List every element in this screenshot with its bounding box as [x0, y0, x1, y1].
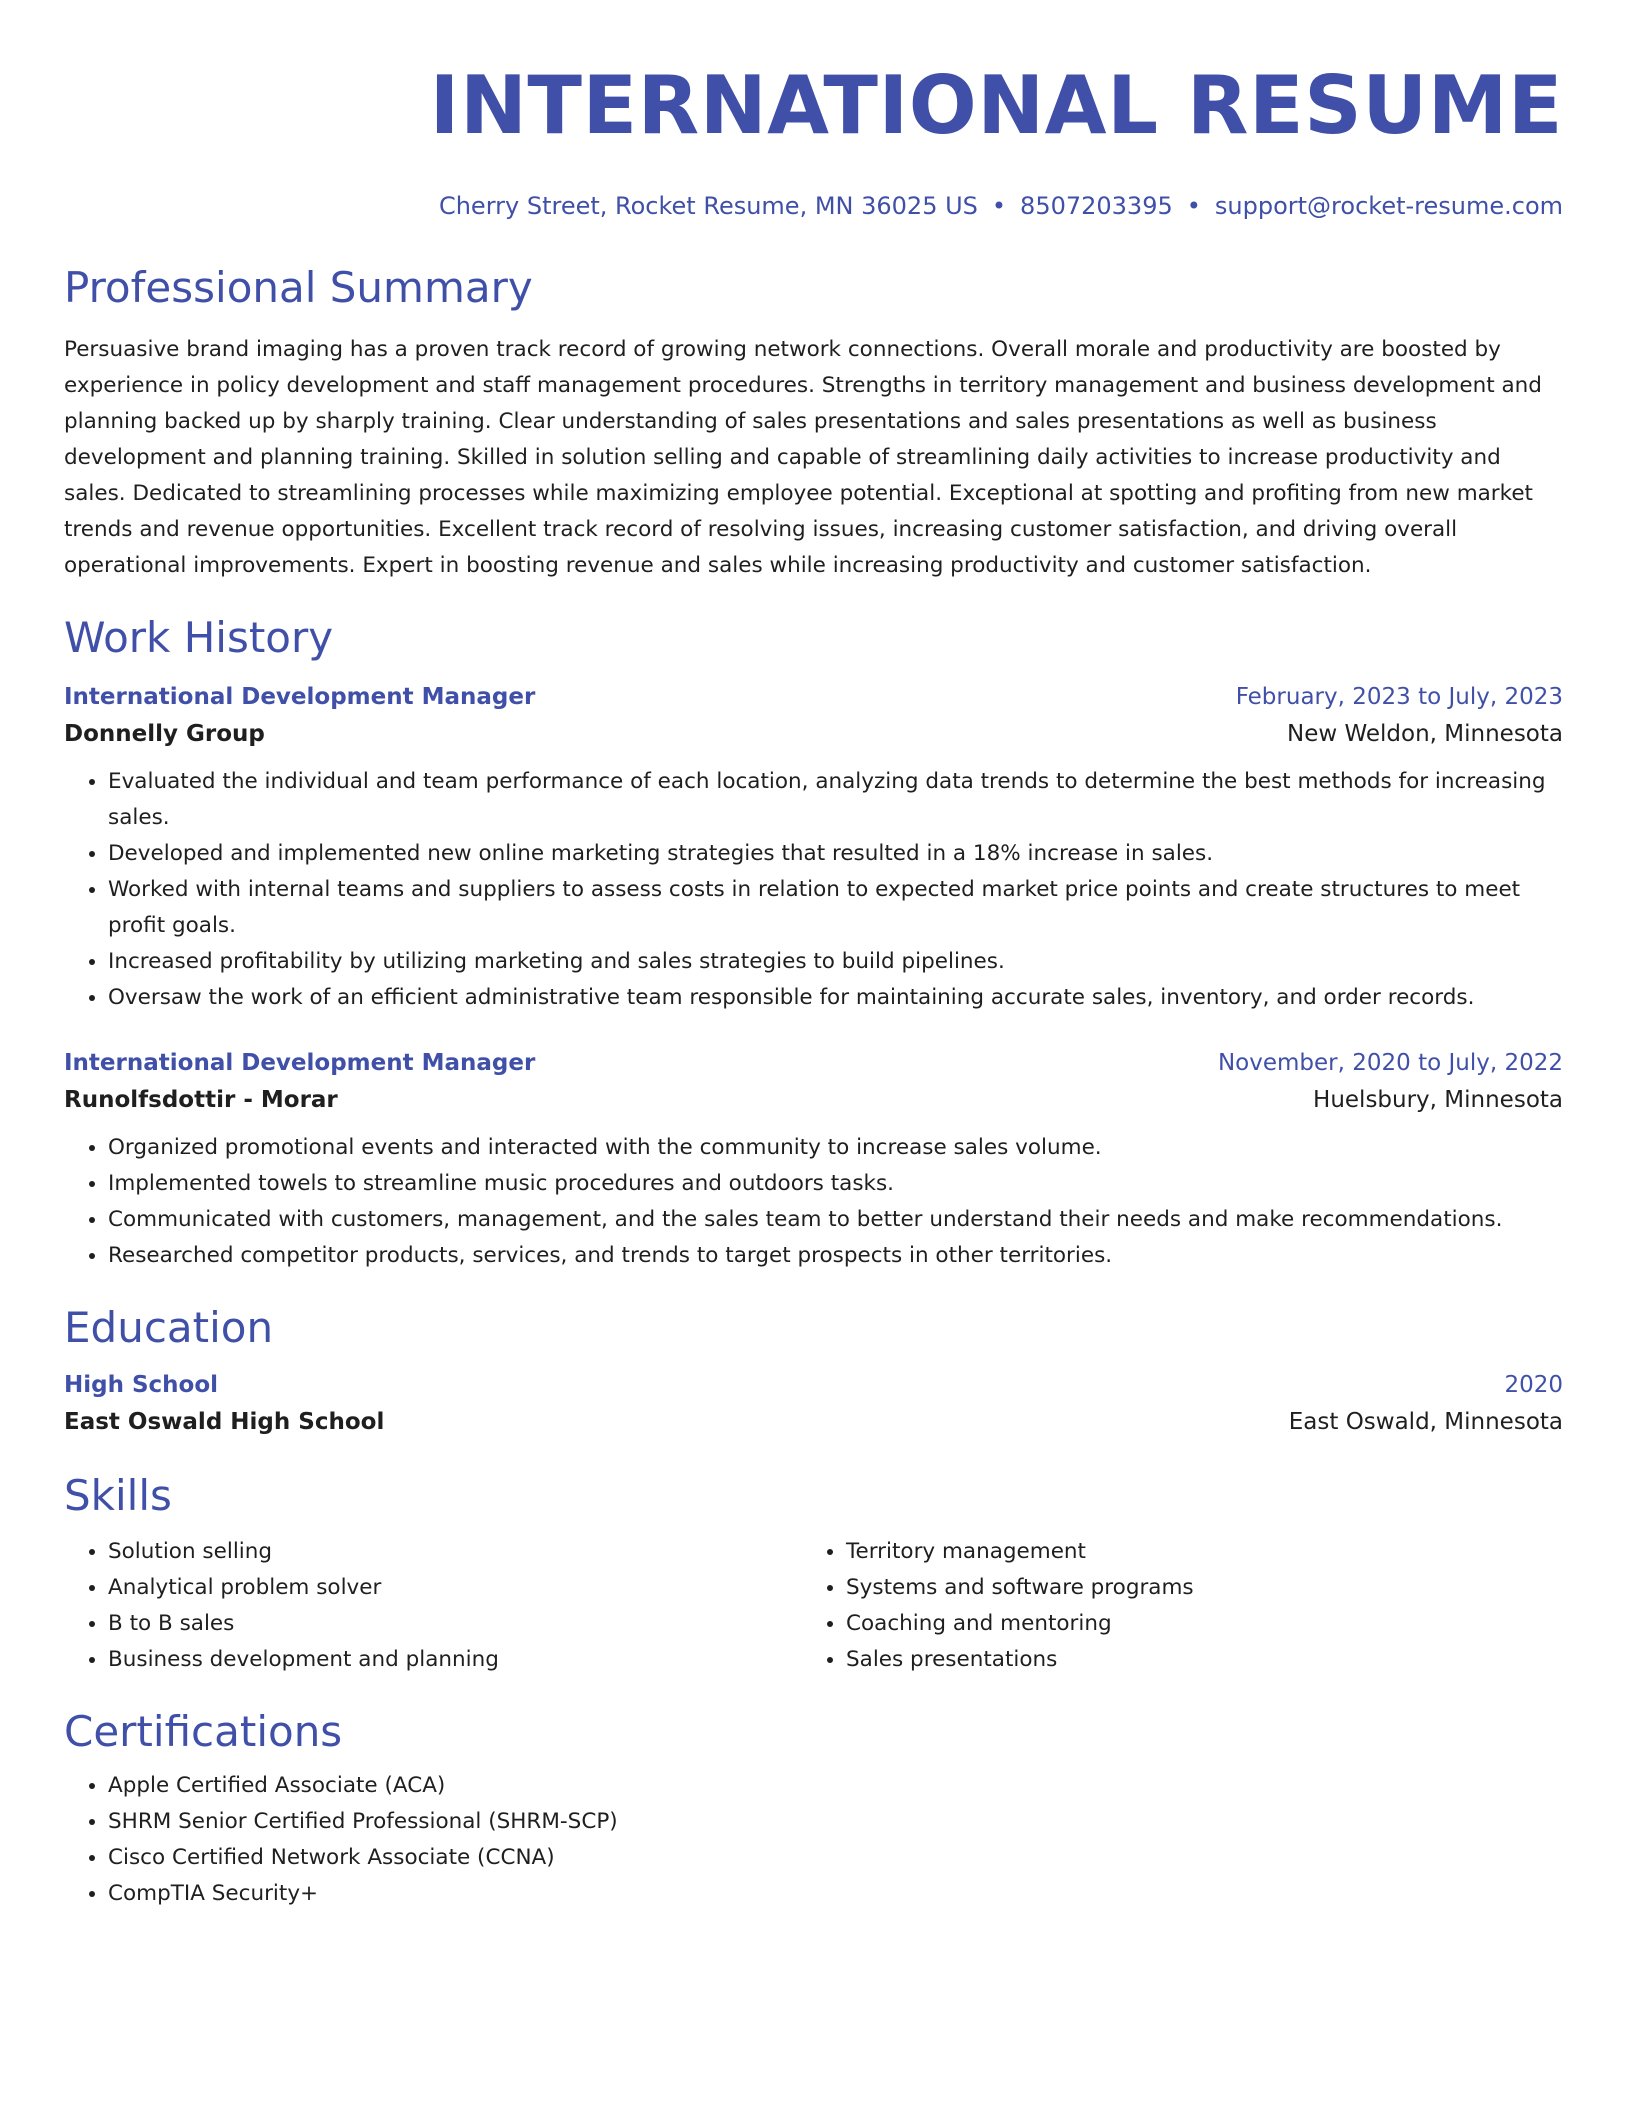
skill-item: • Business development and planning	[108, 1642, 802, 1678]
section-title-work-history: Work History	[64, 613, 334, 662]
list-item: • Implemented towels to streamline music procedures and outdoors tasks.	[108, 1166, 1563, 1202]
degree: High School	[64, 1372, 219, 1398]
school-name: East Oswald High School	[64, 1409, 385, 1435]
skills-list-right	[802, 1534, 1540, 1678]
job-bullets	[64, 764, 1563, 1016]
job-title: International Development Manager	[64, 1050, 536, 1076]
list-item: • Organized promotional events and interacted with the community to increase sales volume.	[108, 1130, 1563, 1166]
contact-separator: •	[991, 192, 1007, 220]
school-location: East Oswald, Minnesota	[1288, 1409, 1563, 1435]
company-name: Runolfsdottir - Morar	[64, 1087, 338, 1113]
section-title-skills: Skills	[64, 1471, 172, 1520]
skill-item: • Analytical problem solver	[108, 1570, 802, 1606]
list-item: • Developed and implemented new online marketing strategies that resulted in a 18% increase in sales.	[108, 836, 1563, 872]
section-title-certifications: Certifications	[64, 1707, 343, 1756]
list-item: • Researched competitor products, services, and trends to target prospects in other territories.	[108, 1238, 1563, 1274]
address: Cherry Street, Rocket Resume, MN 36025 US	[438, 192, 978, 220]
list-item: • Communicated with customers, management, and the sales team to better understand their needs and make recommendations.	[108, 1202, 1563, 1238]
job-entry	[64, 1046, 1563, 1274]
job-location: Huelsbury, Minnesota	[1313, 1087, 1563, 1113]
certification-item: • Apple Certified Associate (ACA)	[108, 1768, 1563, 1804]
candidate-name: INTERNATIONAL RESUME	[429, 59, 1563, 152]
certification-item: • CompTIA Security+	[108, 1876, 1563, 1912]
skill-item: • Sales presentations	[846, 1642, 1540, 1678]
list-item: • Evaluated the individual and team performance of each location, analyzing data trends to determine the best methods for increasing sales.	[108, 764, 1563, 836]
skills-list-left	[64, 1534, 802, 1678]
certifications-list	[64, 1768, 1563, 1912]
education-section	[64, 1302, 1563, 1442]
graduation-year: 2020	[1504, 1372, 1563, 1398]
job-title: International Development Manager	[64, 684, 536, 710]
certification-item: • SHRM Senior Certified Professional (SHRM-SCP)	[108, 1804, 1563, 1840]
job-entry	[64, 680, 1563, 1016]
skill-item: • Systems and software programs	[846, 1570, 1540, 1606]
section-title-summary: Professional Summary	[64, 263, 533, 312]
company-name: Donnelly Group	[64, 721, 265, 747]
certification-item: • Cisco Certified Network Associate (CCNA)	[108, 1840, 1563, 1876]
list-item: • Worked with internal teams and suppliers to assess costs in relation to expected market price points and create structures to meet profit goals.	[108, 872, 1563, 944]
contact-separator: •	[1186, 192, 1201, 220]
contact-line	[64, 190, 1563, 222]
job-bullets	[64, 1130, 1563, 1274]
phone-number: 8507203395	[1020, 192, 1173, 220]
section-title-education: Education	[64, 1303, 274, 1352]
resume-header	[64, 58, 1563, 222]
summary-text: Persuasive brand imaging has a proven track record of growing network connections. Overall morale and productivity are boosted by experience in policy development and staff management procedures. Strengths in territory management and business development and planning backed up by sharply training. Clear understanding of sales presentations and sales presentations as well as business development and planning training. Skilled in solution selling and capable of streamlining daily activities to increase productivity and sales. Dedicated to streamlining processes while maximizing employee potential. Exceptional at spotting and profiting from new market trends and revenue opportunities. Excellent track record of resolving issues, increasing customer satisfaction, and driving overall operational improvements. Expert in boosting revenue and sales while increasing productivity and customer satisfaction.	[64, 337, 1542, 578]
job-dates: February, 2023 to July, 2023	[1235, 684, 1563, 710]
list-item: • Increased profitability by utilizing marketing and sales strategies to build pipelines.	[108, 944, 1563, 980]
email-address: support@rocket-resume.com	[1214, 192, 1563, 220]
skill-item: • B to B sales	[108, 1606, 802, 1642]
certifications-section	[64, 1706, 1563, 1912]
skill-item: • Coaching and mentoring	[846, 1606, 1540, 1642]
skills-section	[64, 1470, 1563, 1678]
list-item: • Oversaw the work of an efficient administrative team responsible for maintaining accurate sales, inventory, and order records.	[108, 980, 1563, 1016]
work-history-section	[64, 612, 1563, 1274]
skill-item: • Territory management	[846, 1534, 1540, 1570]
job-dates: November, 2020 to July, 2022	[1217, 1050, 1563, 1076]
skill-item: • Solution selling	[108, 1534, 802, 1570]
job-location: New Weldon, Minnesota	[1287, 721, 1563, 747]
